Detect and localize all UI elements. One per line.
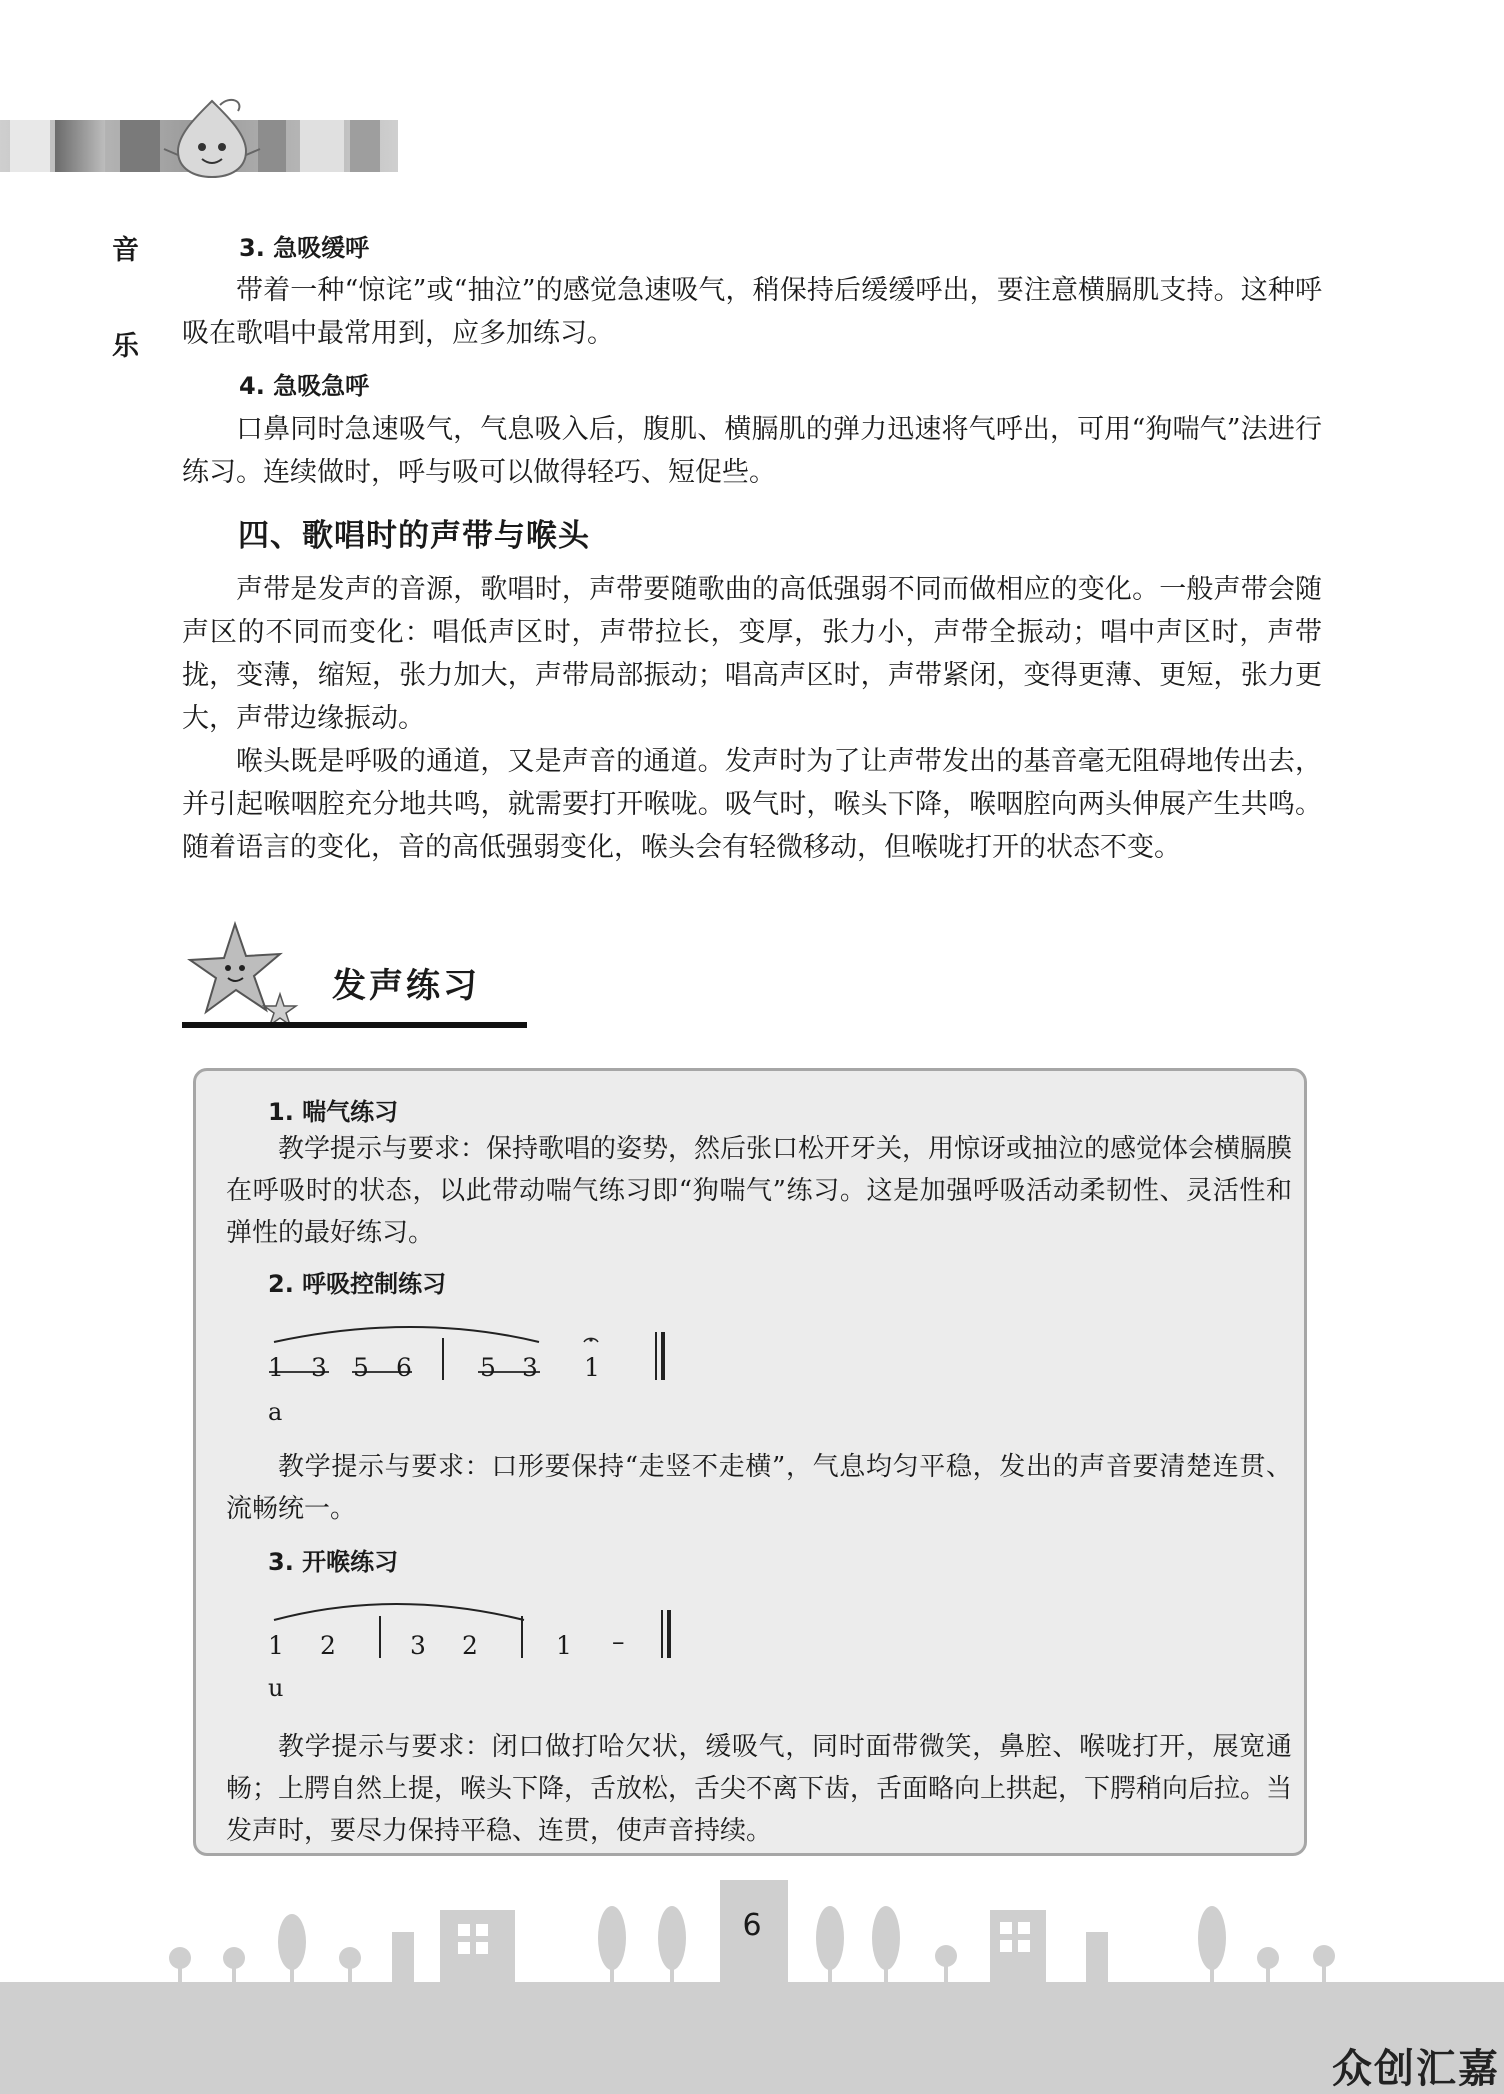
syllable-u: u — [268, 1674, 284, 1702]
note: 1 — [268, 1631, 284, 1660]
page-number: 6 — [742, 1908, 762, 1943]
exercise-3-title: 3. 开喉练习 — [268, 1548, 399, 1576]
note: 1 — [556, 1631, 572, 1660]
banner-underline — [182, 1022, 527, 1028]
note-dash: – — [612, 1627, 625, 1656]
exercise-1-title: 1. 喘气练习 — [268, 1098, 399, 1126]
paragraph-larynx: 喉头既是呼吸的通道，又是声音的通道。发声时为了让声带发出的基音毫无阻碍地传出去，并引起喉咽腔充分地共鸣，就需要打开喉咙。吸气时，喉头下降，喉咽腔向两头伸展产生共鸣。随着语言的变化，音的高低强弱变化，喉头会有轻微移动，但喉咙打开的状态不变。 — [182, 746, 1322, 863]
paragraph-vocal-cords: 声带是发声的音源，歌唱时，声带要随歌曲的高低强弱不同而做相应的变化。一般声带会随声区的不同而变化：唱低声区时，声带拉长，变厚，张力小，声带全振动；唱中声区时，声带拢，变薄，缩短，张力加大，声带局部振动；唱高声区时，声带紧闭，变得更薄、更短，张力更大，声带边缘振动。 — [182, 574, 1322, 734]
side-label-char-1: 音 — [112, 235, 139, 266]
footer-skyline — [0, 1870, 1504, 2094]
section-4-text: 口鼻同时急速吸气，气息吸入后，腹肌、横膈肌的弹力迅速将气呼出，可用“狗喘气”法进行练习。连续做时，呼与吸可以做得轻巧、短促些。 — [182, 414, 1322, 488]
section-3-text: 带着一种“惊诧”或“抽泣”的感觉急速吸气，稍保持后缓缓呼出，要注意横膈肌支持。这种呼吸在歌唱中最常用到，应多加练习。 — [182, 275, 1322, 349]
starfish-mascot-icon — [180, 918, 310, 1028]
side-label-char-2: 乐 — [112, 331, 139, 362]
water-drop-mascot-icon — [160, 95, 265, 180]
note: 1 — [584, 1353, 600, 1382]
note: 5 — [353, 1353, 369, 1382]
note: 3 — [410, 1631, 426, 1660]
notation-exercise-2 — [264, 1318, 684, 1398]
exercise-2-title: 2. 呼吸控制练习 — [268, 1270, 447, 1298]
section-heading: 四、歌唱时的声带与喉头 — [238, 518, 590, 554]
note: 2 — [462, 1631, 478, 1660]
exercise-3-text: 教学提示与要求：闭口做打哈欠状，缓吸气，同时面带微笑，鼻腔、喉咙打开，展宽通畅；上腭自然上提，喉头下降，舌放松，舌尖不离下齿，舌面略向上拱起，下腭稍向后拉。当发声时，要尽力保持平稳、连贯，使声音持续。 — [226, 1732, 1293, 1846]
exercise-1-text: 教学提示与要求：保持歌唱的姿势，然后张口松开牙关，用惊讶或抽泣的感觉体会横膈膜在呼吸时的状态，以此带动喘气练习即“狗喘气”练习。这是加强呼吸活动柔韧性、灵活性和弹性的最好练习。 — [226, 1134, 1293, 1248]
note: 2 — [320, 1631, 336, 1660]
note: 3 — [311, 1353, 327, 1382]
body-paragraphs — [182, 568, 1322, 869]
section-3-title: 3. 急吸缓呼 — [239, 234, 370, 262]
note: 6 — [396, 1353, 412, 1382]
exercise-2-text: 教学提示与要求：口形要保持“走竖不走横”，气息均匀平稳，发出的声音要清楚连贯、流畅统一。 — [226, 1452, 1292, 1524]
watermark: 众创汇嘉 — [1332, 2046, 1500, 2092]
section-4-title: 4. 急吸急呼 — [239, 372, 370, 400]
exercise-banner-title: 发声练习 — [332, 966, 480, 1006]
note: 1 — [268, 1353, 284, 1382]
note: 3 — [522, 1353, 538, 1382]
note: 5 — [480, 1353, 496, 1382]
syllable-a: a — [268, 1398, 283, 1426]
